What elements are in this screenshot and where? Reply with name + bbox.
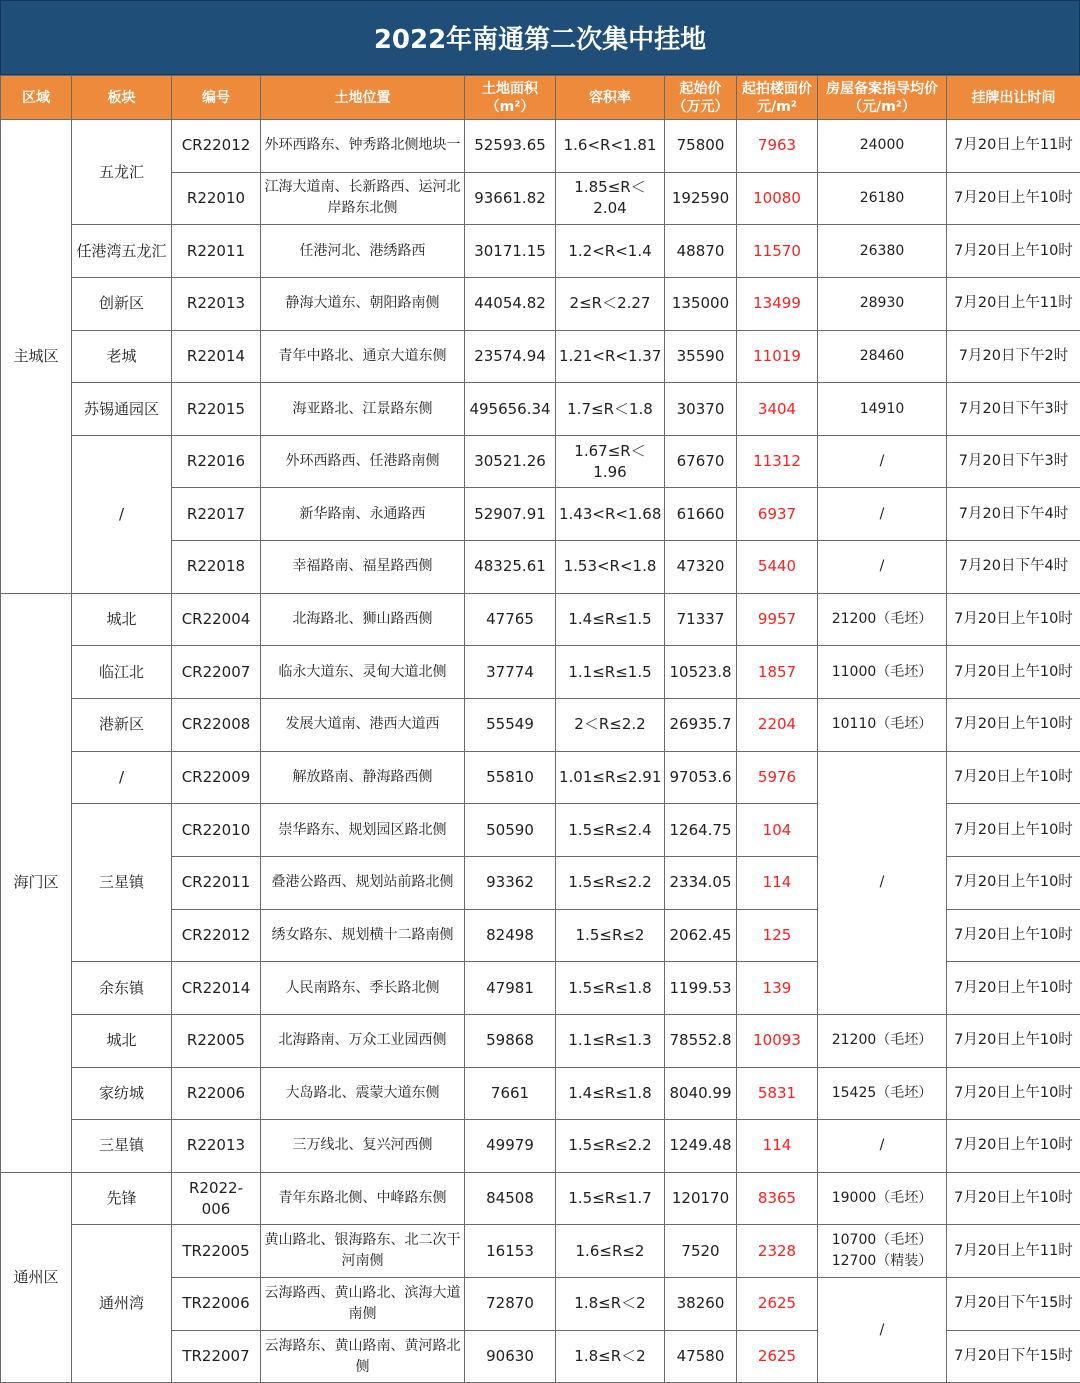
code-cell: CR22012 bbox=[172, 909, 261, 962]
floor-price-cell: 139 bbox=[737, 962, 818, 1015]
start-price-cell: 71337 bbox=[665, 593, 737, 646]
listing-time-cell: 7月20日上午10时 bbox=[947, 699, 1080, 752]
plot-ratio-cell: 1.7≤R＜1.8 bbox=[556, 383, 665, 436]
listing-time-cell: 7月20日下午4时 bbox=[947, 488, 1080, 541]
guide-price-cell: 21200（毛坯） bbox=[818, 1014, 947, 1067]
plot-ratio-cell: 1.6<R<1.81 bbox=[556, 120, 665, 173]
plot-ratio-cell: 1.6≤R≤2 bbox=[556, 1225, 665, 1278]
location-cell: 外环西路东、钟秀路北侧地块一 bbox=[261, 120, 465, 173]
table-row bbox=[1, 699, 1080, 752]
location-cell: 黄山路北、银海路东、北二次干河南侧 bbox=[261, 1225, 465, 1278]
area-cell: 52593.65 bbox=[465, 120, 556, 173]
header-location: 土地位置 bbox=[261, 76, 465, 120]
start-price-cell: 47320 bbox=[665, 541, 737, 594]
location-cell: 大岛路北、震蒙大道东侧 bbox=[261, 1067, 465, 1120]
guide-price-cell: 28460 bbox=[818, 330, 947, 383]
table-row bbox=[1, 225, 1080, 278]
location-cell: 外环西路西、任港路南侧 bbox=[261, 435, 465, 488]
block-cell: 临江北 bbox=[72, 646, 172, 699]
area-cell: 93362 bbox=[465, 856, 556, 909]
block-cell: / bbox=[72, 435, 172, 593]
location-cell: 江海大道南、长新路西、运河北岸路东北侧 bbox=[261, 172, 465, 225]
floor-price-cell: 2625 bbox=[737, 1330, 818, 1383]
guide-price-cell: 26380 bbox=[818, 225, 947, 278]
listing-time-cell: 7月20日上午10时 bbox=[947, 1120, 1080, 1173]
guide-price-cell: / bbox=[818, 435, 947, 488]
location-cell: 解放路南、静海路西侧 bbox=[261, 751, 465, 804]
start-price-cell: 75800 bbox=[665, 120, 737, 173]
table-row bbox=[1, 277, 1080, 330]
area-cell: 72870 bbox=[465, 1278, 556, 1331]
floor-price-cell: 8365 bbox=[737, 1172, 818, 1225]
plot-ratio-cell: 1.4≤R≤1.8 bbox=[556, 1067, 665, 1120]
table-row bbox=[1, 1014, 1080, 1067]
code-cell: CR22009 bbox=[172, 751, 261, 804]
code-cell: R22015 bbox=[172, 383, 261, 436]
start-price-cell: 97053.6 bbox=[665, 751, 737, 804]
plot-ratio-cell: 1.43<R<1.68 bbox=[556, 488, 665, 541]
guide-price-cell: 28930 bbox=[818, 277, 947, 330]
table-row bbox=[1, 646, 1080, 699]
code-cell: CR22012 bbox=[172, 120, 261, 173]
floor-price-cell: 11312 bbox=[737, 435, 818, 488]
guide-price-cell: 26180 bbox=[818, 172, 947, 225]
header-floor-price: 起拍楼面价 元/m² bbox=[737, 76, 818, 120]
block-cell: 港新区 bbox=[72, 699, 172, 752]
area-cell: 47981 bbox=[465, 962, 556, 1015]
header-listing-time: 挂牌出让时间 bbox=[947, 76, 1080, 120]
code-cell: CR22014 bbox=[172, 962, 261, 1015]
start-price-cell: 1249.48 bbox=[665, 1120, 737, 1173]
guide-price-cell: 21200（毛坯） bbox=[818, 593, 947, 646]
floor-price-cell: 104 bbox=[737, 804, 818, 857]
location-cell: 崇华路东、规划园区路北侧 bbox=[261, 804, 465, 857]
header-plot-ratio: 容积率 bbox=[556, 76, 665, 120]
block-cell: 家纺城 bbox=[72, 1067, 172, 1120]
listing-time-cell: 7月20日上午10时 bbox=[947, 593, 1080, 646]
area-cell: 84508 bbox=[465, 1172, 556, 1225]
listing-time-cell: 7月20日下午4时 bbox=[947, 541, 1080, 594]
listing-time-cell: 7月20日下午15时 bbox=[947, 1278, 1080, 1331]
start-price-cell: 2062.45 bbox=[665, 909, 737, 962]
location-cell: 绣女路东、规划横十二路南侧 bbox=[261, 909, 465, 962]
district-cell: 海门区 bbox=[1, 593, 72, 1172]
listing-time-cell: 7月20日上午10时 bbox=[947, 225, 1080, 278]
area-cell: 7661 bbox=[465, 1067, 556, 1120]
area-cell: 59868 bbox=[465, 1014, 556, 1067]
guide-price-merged-cell: / bbox=[818, 751, 947, 1014]
floor-price-cell: 13499 bbox=[737, 277, 818, 330]
start-price-cell: 26935.7 bbox=[665, 699, 737, 752]
listing-time-cell: 7月20日上午10时 bbox=[947, 804, 1080, 857]
location-cell: 北海路南、万众工业园西侧 bbox=[261, 1014, 465, 1067]
floor-price-cell: 5976 bbox=[737, 751, 818, 804]
location-cell: 幸福路南、福星路西侧 bbox=[261, 541, 465, 594]
block-cell: 余东镇 bbox=[72, 962, 172, 1015]
block-cell: 任港湾五龙汇 bbox=[72, 225, 172, 278]
header-district: 区域 bbox=[1, 76, 72, 120]
district-cell: 通州区 bbox=[1, 1172, 72, 1383]
table-row bbox=[1, 593, 1080, 646]
code-cell: CR22011 bbox=[172, 856, 261, 909]
code-cell: R22011 bbox=[172, 225, 261, 278]
start-price-cell: 1264.75 bbox=[665, 804, 737, 857]
code-cell: CR22010 bbox=[172, 804, 261, 857]
floor-price-cell: 11019 bbox=[737, 330, 818, 383]
start-price-cell: 135000 bbox=[665, 277, 737, 330]
floor-price-cell: 7963 bbox=[737, 120, 818, 173]
table-row bbox=[1, 435, 1080, 488]
header-area: 土地面积（m²） bbox=[465, 76, 556, 120]
block-cell: 三星镇 bbox=[72, 804, 172, 962]
listing-time-cell: 7月20日下午3时 bbox=[947, 435, 1080, 488]
listing-time-cell: 7月20日下午3时 bbox=[947, 383, 1080, 436]
floor-price-cell: 2328 bbox=[737, 1225, 818, 1278]
guide-price-cell: 11000（毛坯） bbox=[818, 646, 947, 699]
plot-ratio-cell: 1.8≤R＜2 bbox=[556, 1330, 665, 1383]
block-cell: 三星镇 bbox=[72, 1120, 172, 1173]
plot-ratio-cell: 1.67≤R＜1.96 bbox=[556, 435, 665, 488]
guide-price-cell: 19000（毛坯） bbox=[818, 1172, 947, 1225]
area-cell: 55549 bbox=[465, 699, 556, 752]
floor-price-cell: 11570 bbox=[737, 225, 818, 278]
start-price-cell: 7520 bbox=[665, 1225, 737, 1278]
floor-price-cell: 10080 bbox=[737, 172, 818, 225]
start-price-cell: 67670 bbox=[665, 435, 737, 488]
guide-price-cell: / bbox=[818, 1120, 947, 1173]
listing-time-cell: 7月20日上午10时 bbox=[947, 646, 1080, 699]
table-row bbox=[1, 1120, 1080, 1173]
table-row bbox=[1, 1172, 1080, 1225]
start-price-cell: 47580 bbox=[665, 1330, 737, 1383]
plot-ratio-cell: 1.1≤R≤1.3 bbox=[556, 1014, 665, 1067]
block-cell: 老城 bbox=[72, 330, 172, 383]
code-cell: CR22008 bbox=[172, 699, 261, 752]
block-cell: 城北 bbox=[72, 593, 172, 646]
area-cell: 47765 bbox=[465, 593, 556, 646]
code-cell: R22013 bbox=[172, 277, 261, 330]
plot-ratio-cell: 1.1≤R≤1.5 bbox=[556, 646, 665, 699]
block-cell: 先锋 bbox=[72, 1172, 172, 1225]
listing-time-cell: 7月20日上午10时 bbox=[947, 1067, 1080, 1120]
area-cell: 55810 bbox=[465, 751, 556, 804]
location-cell: 青年中路北、通京大道东侧 bbox=[261, 330, 465, 383]
code-cell: R22005 bbox=[172, 1014, 261, 1067]
header-guide-price: 房屋备案指导均价（元/m²） bbox=[818, 76, 947, 120]
area-cell: 52907.91 bbox=[465, 488, 556, 541]
location-cell: 任港河北、港绣路西 bbox=[261, 225, 465, 278]
listing-time-cell: 7月20日上午10时 bbox=[947, 909, 1080, 962]
start-price-cell: 61660 bbox=[665, 488, 737, 541]
table-row bbox=[1, 751, 1080, 804]
header-row bbox=[1, 76, 1080, 120]
table-row bbox=[1, 120, 1080, 173]
code-cell: R22013 bbox=[172, 1120, 261, 1173]
code-cell: R22010 bbox=[172, 172, 261, 225]
plot-ratio-cell: 1.2<R<1.4 bbox=[556, 225, 665, 278]
code-cell: R2022-006 bbox=[172, 1172, 261, 1225]
guide-price-line: 10700（毛坯） bbox=[821, 1230, 943, 1251]
plot-ratio-cell: 1.5≤R≤1.8 bbox=[556, 962, 665, 1015]
area-cell: 16153 bbox=[465, 1225, 556, 1278]
area-cell: 30521.26 bbox=[465, 435, 556, 488]
listing-time-cell: 7月20日上午10时 bbox=[947, 856, 1080, 909]
location-cell: 临永大道东、灵甸大道北侧 bbox=[261, 646, 465, 699]
plot-ratio-cell: 1.5≤R≤2.4 bbox=[556, 804, 665, 857]
listing-time-cell: 7月20日上午11时 bbox=[947, 277, 1080, 330]
location-cell: 云海路东、黄山路南、黄河路北侧 bbox=[261, 1330, 465, 1383]
guide-price-cell: 10110（毛坯） bbox=[818, 699, 947, 752]
table-row bbox=[1, 1067, 1080, 1120]
listing-time-cell: 7月20日下午2时 bbox=[947, 330, 1080, 383]
guide-price-cell: 15425（毛坯） bbox=[818, 1067, 947, 1120]
plot-ratio-cell: 1.21<R<1.37 bbox=[556, 330, 665, 383]
location-cell: 海亚路北、江景路东侧 bbox=[261, 383, 465, 436]
land-table bbox=[0, 75, 1080, 1383]
area-cell: 82498 bbox=[465, 909, 556, 962]
plot-ratio-cell: 1.53<R<1.8 bbox=[556, 541, 665, 594]
plot-ratio-cell: 1.4≤R≤1.5 bbox=[556, 593, 665, 646]
code-cell: R22014 bbox=[172, 330, 261, 383]
code-cell: R22018 bbox=[172, 541, 261, 594]
district-cell: 主城区 bbox=[1, 120, 72, 594]
location-cell: 新华路南、永通路西 bbox=[261, 488, 465, 541]
table-row bbox=[1, 383, 1080, 436]
plot-ratio-cell: 1.5≤R≤2.2 bbox=[556, 1120, 665, 1173]
block-cell: 创新区 bbox=[72, 277, 172, 330]
guide-price-merged-cell: / bbox=[818, 1278, 947, 1383]
table-body bbox=[1, 120, 1080, 1383]
area-cell: 23574.94 bbox=[465, 330, 556, 383]
block-cell: 五龙汇 bbox=[72, 120, 172, 225]
code-cell: CR22007 bbox=[172, 646, 261, 699]
table-row bbox=[1, 1225, 1080, 1278]
location-cell: 静海大道东、朝阳路南侧 bbox=[261, 277, 465, 330]
block-cell: / bbox=[72, 751, 172, 804]
header-start-price: 起始价（万元） bbox=[665, 76, 737, 120]
floor-price-cell: 2204 bbox=[737, 699, 818, 752]
listing-time-cell: 7月20日上午10时 bbox=[947, 751, 1080, 804]
area-cell: 49979 bbox=[465, 1120, 556, 1173]
floor-price-cell: 10093 bbox=[737, 1014, 818, 1067]
area-cell: 93661.82 bbox=[465, 172, 556, 225]
floor-price-cell: 114 bbox=[737, 1120, 818, 1173]
guide-price-cell: / bbox=[818, 541, 947, 594]
floor-price-cell: 5440 bbox=[737, 541, 818, 594]
start-price-cell: 10523.8 bbox=[665, 646, 737, 699]
listing-time-cell: 7月20日上午11时 bbox=[947, 120, 1080, 173]
listing-time-cell: 7月20日上午10时 bbox=[947, 172, 1080, 225]
location-cell: 叠港公路西、规划站前路北侧 bbox=[261, 856, 465, 909]
guide-price-cell: / bbox=[818, 488, 947, 541]
location-cell: 人民南路东、季长路北侧 bbox=[261, 962, 465, 1015]
area-cell: 44054.82 bbox=[465, 277, 556, 330]
guide-price-cell bbox=[818, 1225, 947, 1278]
start-price-cell: 30370 bbox=[665, 383, 737, 436]
block-cell: 城北 bbox=[72, 1014, 172, 1067]
floor-price-cell: 9957 bbox=[737, 593, 818, 646]
area-cell: 90630 bbox=[465, 1330, 556, 1383]
plot-ratio-cell: 1.5≤R≤2 bbox=[556, 909, 665, 962]
start-price-cell: 35590 bbox=[665, 330, 737, 383]
floor-price-cell: 114 bbox=[737, 856, 818, 909]
location-cell: 三万线北、复兴河西侧 bbox=[261, 1120, 465, 1173]
area-cell: 30171.15 bbox=[465, 225, 556, 278]
code-cell: R22017 bbox=[172, 488, 261, 541]
guide-price-line: 12700（精装） bbox=[821, 1251, 943, 1272]
area-cell: 50590 bbox=[465, 804, 556, 857]
header-block: 板块 bbox=[72, 76, 172, 120]
block-cell: 通州湾 bbox=[72, 1225, 172, 1383]
floor-price-cell: 125 bbox=[737, 909, 818, 962]
table-row bbox=[1, 330, 1080, 383]
listing-time-cell: 7月20日上午10时 bbox=[947, 1014, 1080, 1067]
start-price-cell: 8040.99 bbox=[665, 1067, 737, 1120]
area-cell: 495656.34 bbox=[465, 383, 556, 436]
code-cell: R22006 bbox=[172, 1067, 261, 1120]
code-cell: R22016 bbox=[172, 435, 261, 488]
floor-price-cell: 2625 bbox=[737, 1278, 818, 1331]
location-cell: 北海路北、狮山路西侧 bbox=[261, 593, 465, 646]
start-price-cell: 120170 bbox=[665, 1172, 737, 1225]
plot-ratio-cell: 1.5≤R≤1.7 bbox=[556, 1172, 665, 1225]
floor-price-cell: 6937 bbox=[737, 488, 818, 541]
start-price-cell: 38260 bbox=[665, 1278, 737, 1331]
floor-price-cell: 1857 bbox=[737, 646, 818, 699]
header-code: 编号 bbox=[172, 76, 261, 120]
plot-ratio-cell: 1.01≤R≤2.91 bbox=[556, 751, 665, 804]
code-cell: CR22004 bbox=[172, 593, 261, 646]
plot-ratio-cell: 2＜R≤2.2 bbox=[556, 699, 665, 752]
start-price-cell: 2334.05 bbox=[665, 856, 737, 909]
area-cell: 37774 bbox=[465, 646, 556, 699]
start-price-cell: 48870 bbox=[665, 225, 737, 278]
plot-ratio-cell: 2≤R＜2.27 bbox=[556, 277, 665, 330]
listing-time-cell: 7月20日上午11时 bbox=[947, 1225, 1080, 1278]
start-price-cell: 192590 bbox=[665, 172, 737, 225]
floor-price-cell: 3404 bbox=[737, 383, 818, 436]
code-cell: TR22006 bbox=[172, 1278, 261, 1331]
guide-price-cell: 24000 bbox=[818, 120, 947, 173]
floor-price-cell: 5831 bbox=[737, 1067, 818, 1120]
listing-time-cell: 7月20日下午15时 bbox=[947, 1330, 1080, 1383]
start-price-cell: 78552.8 bbox=[665, 1014, 737, 1067]
location-cell: 青年东路北侧、中峰路东侧 bbox=[261, 1172, 465, 1225]
plot-ratio-cell: 1.5≤R≤2.2 bbox=[556, 856, 665, 909]
start-price-cell: 1199.53 bbox=[665, 962, 737, 1015]
plot-ratio-cell: 1.8≤R＜2 bbox=[556, 1278, 665, 1331]
plot-ratio-cell: 1.85≤R＜2.04 bbox=[556, 172, 665, 225]
guide-price-cell: 14910 bbox=[818, 383, 947, 436]
location-cell: 云海路西、黄山路北、滨海大道南侧 bbox=[261, 1278, 465, 1331]
location-cell: 发展大道南、港西大道西 bbox=[261, 699, 465, 752]
block-cell: 苏锡通园区 bbox=[72, 383, 172, 436]
listing-time-cell: 7月20日上午10时 bbox=[947, 962, 1080, 1015]
area-cell: 48325.61 bbox=[465, 541, 556, 594]
code-cell: TR22005 bbox=[172, 1225, 261, 1278]
listing-time-cell: 7月20日上午10时 bbox=[947, 1172, 1080, 1225]
page-title: 2022年南通第二次集中挂地 bbox=[0, 0, 1080, 75]
code-cell: TR22007 bbox=[172, 1330, 261, 1383]
